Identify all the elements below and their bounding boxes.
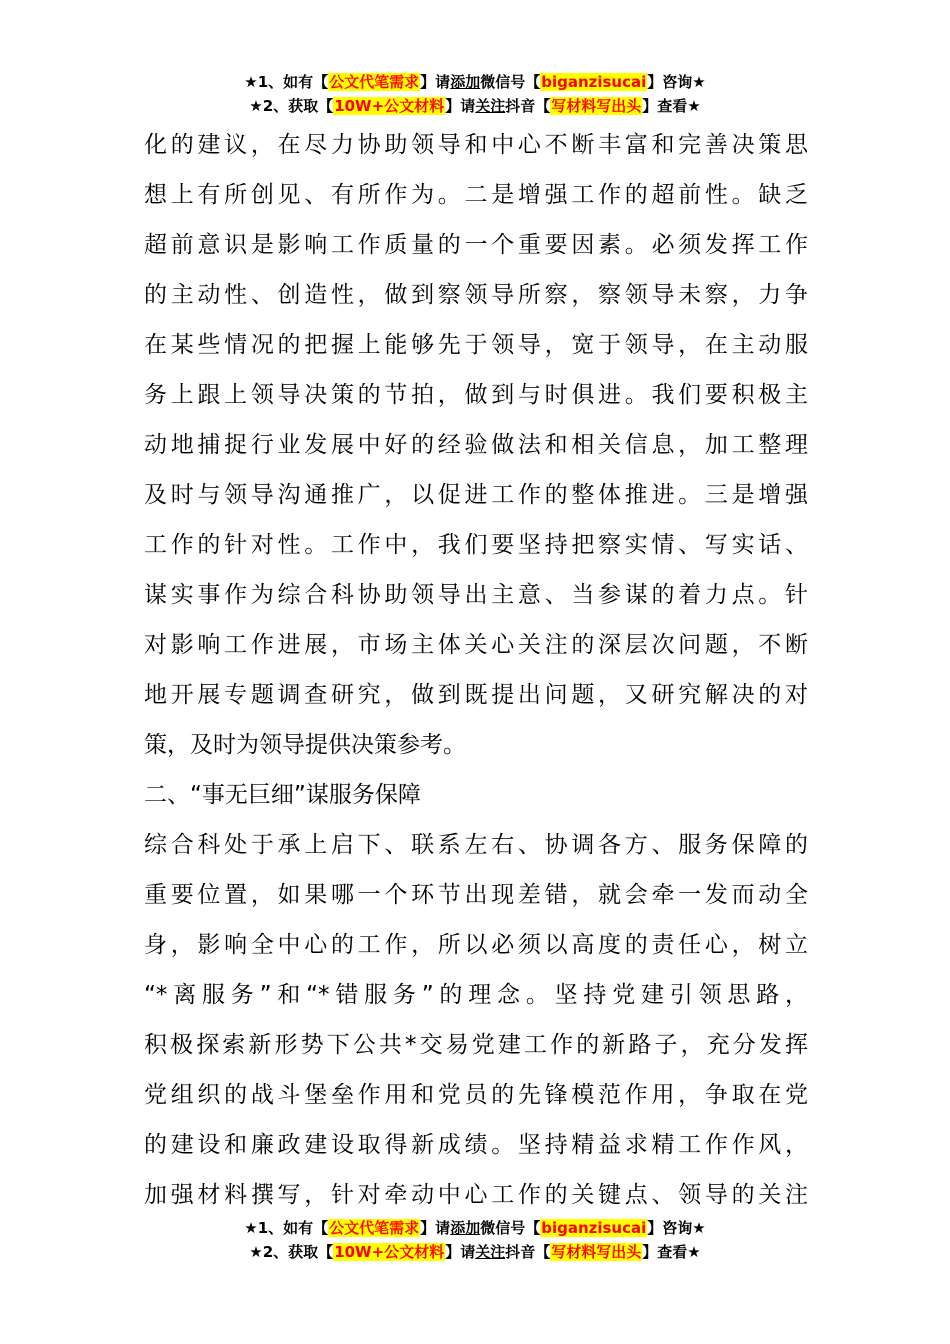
- banner-line-1: [0, 70, 950, 94]
- body-line: 超前意识是影响工作质量的一个重要因素。必须发挥工作: [144, 232, 808, 258]
- section-heading: 二、“事无巨细”谋服务保障: [144, 782, 421, 808]
- body-line: 的主动性、创造性，做到察领导所察，察领导未察，力争: [144, 282, 808, 308]
- banner-highlight: 写材料写出头: [551, 97, 642, 115]
- document-body: [144, 120, 808, 1220]
- banner-text: ★1、如有【: [244, 1219, 329, 1237]
- banner-text: ★2、获取【: [249, 97, 334, 115]
- banner-highlight: 公文代笔需求: [329, 1219, 420, 1237]
- body-line: 党组织的战斗堡垒作用和党员的先锋模范作用，争取在党: [144, 1082, 808, 1108]
- banner-highlight: 公文代笔需求: [329, 73, 420, 91]
- banner-line-1: [0, 1216, 950, 1240]
- banner-highlight: 写材料写出头: [551, 1243, 642, 1261]
- body-line: 工作的针对性。工作中，我们要坚持把察实情、写实话、: [144, 532, 808, 558]
- body-line: 动地捕捉行业发展中好的经验做法和相关信息，加工整理: [144, 432, 808, 458]
- banner-text: 微信号【: [480, 1219, 541, 1237]
- banner-text: 】查看★: [642, 1243, 701, 1261]
- banner-text: 】请: [445, 1243, 476, 1261]
- banner-emphasis: 关注: [475, 1243, 506, 1261]
- banner-text: ★1、如有【: [244, 73, 329, 91]
- banner-emphasis: 添加: [450, 1219, 481, 1237]
- banner-highlight: 10W+公文材料: [334, 1243, 445, 1261]
- body-line: 的建设和廉政建设取得新成绩。坚持精益求精工作作风，: [144, 1132, 808, 1158]
- banner-emphasis: 关注: [475, 97, 506, 115]
- body-line: 对影响工作进展，市场主体关心关注的深层次问题，不断: [144, 632, 808, 658]
- banner-text: 抖音【: [505, 1243, 551, 1261]
- header-banner: [0, 70, 950, 118]
- banner-line-2: [0, 1240, 950, 1264]
- banner-text: 】请: [420, 1219, 451, 1237]
- body-line: 及时与领导沟通推广，以促进工作的整体推进。三是增强: [144, 482, 808, 508]
- banner-text: 抖音【: [505, 97, 551, 115]
- body-line: 加强材料撰写，针对牵动中心工作的关键点、领导的关注: [144, 1182, 808, 1208]
- body-line: 重要位置，如果哪一个环节出现差错，就会牵一发而动全: [144, 882, 808, 908]
- banner-highlight: 10W+公文材料: [334, 97, 445, 115]
- body-line: 在某些情况的把握上能够先于领导，宽于领导，在主动服: [144, 332, 808, 358]
- body-line: 综合科处于承上启下、联系左右、协调各方、服务保障的: [144, 832, 808, 858]
- banner-text: 】咨询★: [647, 1219, 706, 1237]
- banner-line-2: [0, 94, 950, 118]
- body-line: “*离服务”和“*错服务”的理念。坚持党建引领思路，: [144, 982, 808, 1008]
- body-line: 身，影响全中心的工作，所以必须以高度的责任心，树立: [144, 932, 808, 958]
- body-line: 谋实事作为综合科协助领导出主意、当参谋的着力点。针: [144, 582, 808, 608]
- banner-highlight: biganzisucai: [541, 73, 647, 91]
- body-line: 想上有所创见、有所作为。二是增强工作的超前性。缺乏: [144, 182, 808, 208]
- banner-text: 】咨询★: [647, 73, 706, 91]
- body-line: 积极探索新形势下公共*交易党建工作的新路子，充分发挥: [144, 1032, 808, 1058]
- banner-text: 微信号【: [480, 73, 541, 91]
- banner-text: 】请: [420, 73, 451, 91]
- banner-highlight: biganzisucai: [541, 1219, 647, 1237]
- footer-banner: [0, 1216, 950, 1264]
- body-line: 化的建议，在尽力协助领导和中心不断丰富和完善决策思: [144, 132, 808, 158]
- body-line: 务上跟上领导决策的节拍，做到与时俱进。我们要积极主: [144, 382, 808, 408]
- body-line: 地开展专题调查研究，做到既提出问题，又研究解决的对: [144, 682, 808, 708]
- banner-text: ★2、获取【: [249, 1243, 334, 1261]
- banner-text: 】查看★: [642, 97, 701, 115]
- banner-emphasis: 添加: [450, 73, 481, 91]
- banner-text: 】请: [445, 97, 476, 115]
- body-line: 策，及时为领导提供决策参考。: [144, 732, 466, 758]
